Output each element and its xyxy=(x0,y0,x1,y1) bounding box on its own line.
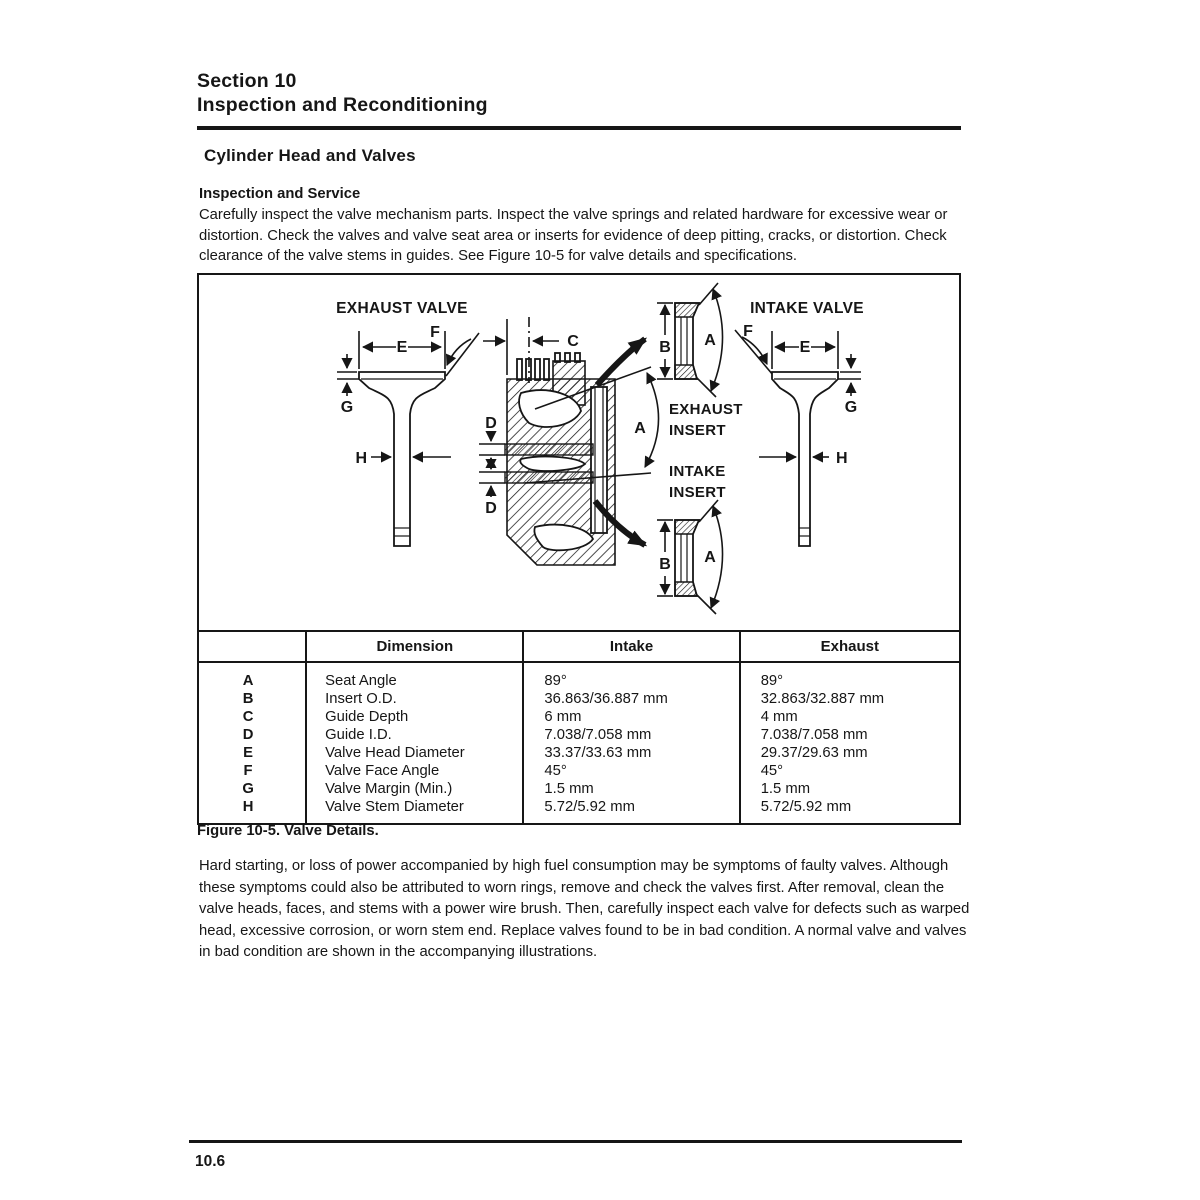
header-dimension: Dimension xyxy=(306,631,523,662)
dim-label-C: C xyxy=(567,333,579,350)
table-row xyxy=(199,798,959,823)
intake-valve-drawing xyxy=(735,300,864,546)
table-row xyxy=(199,744,959,762)
row-intake: 89° xyxy=(523,662,739,690)
row-key: H xyxy=(199,798,306,823)
dim-label-G: G xyxy=(844,399,858,416)
dimension-table xyxy=(199,630,959,823)
table-row xyxy=(199,708,959,726)
exhaust-valve-title: EXHAUST VALVE xyxy=(336,300,468,317)
row-key: A xyxy=(199,662,306,690)
table-row xyxy=(199,690,959,708)
intake-valve-title: INTAKE VALVE xyxy=(750,300,864,317)
page-number: 10.6 xyxy=(195,1153,226,1170)
dim-label-A: A xyxy=(704,549,716,566)
dim-label-D: D xyxy=(485,500,497,517)
body-paragraph: Hard starting, or loss of power accompanied by high fuel consumption may be symptoms of faulty valves. Although these symptoms could also be attributed to worn rings, remove and check the valves first. After removal, clean the valve heads, faces, and stems with a power wire brush. Then, carefully inspect each valve for defects such as warped head, excessive corrosion, or worn stem end. Replace valves found to be in bad condition. A normal valve and valves in bad condition are shown in the accompanying illustrations. xyxy=(199,858,970,961)
row-exhaust: 45° xyxy=(760,763,784,779)
table-row xyxy=(199,662,959,690)
header-letter-blank xyxy=(199,631,306,662)
row-intake: 33.37/33.63 mm xyxy=(523,744,739,762)
cylinder-head-section xyxy=(479,317,659,565)
intake-insert-label: INTAKE xyxy=(669,463,726,480)
exhaust-insert-label: EXHAUST xyxy=(669,401,743,418)
dim-label-F: F xyxy=(743,323,753,340)
row-exhaust: 29.37/29.63 mm xyxy=(760,745,868,761)
row-intake: 1.5 mm xyxy=(523,780,739,798)
row-key: E xyxy=(199,744,306,762)
section-divider-rule xyxy=(197,126,961,130)
row-intake: 36.863/36.887 mm xyxy=(523,690,739,708)
intake-insert-drawing xyxy=(657,500,723,614)
dim-label-H: H xyxy=(355,450,367,467)
dim-label-H: H xyxy=(836,450,848,467)
section-title xyxy=(197,69,488,117)
row-dimension: Insert O.D. xyxy=(306,690,523,708)
row-dimension: Guide I.D. xyxy=(306,726,523,744)
dim-label-A: A xyxy=(704,332,716,349)
row-exhaust: 89° xyxy=(760,673,784,689)
row-exhaust: 7.038/7.058 mm xyxy=(760,727,868,743)
article-title: Cylinder Head and Valves xyxy=(204,146,416,165)
row-exhaust: 32.863/32.887 mm xyxy=(760,691,885,707)
row-exhaust: 4 mm xyxy=(760,709,798,725)
figure-box xyxy=(197,273,961,825)
row-dimension: Guide Depth xyxy=(306,708,523,726)
row-key: C xyxy=(199,708,306,726)
footer-rule xyxy=(189,1140,962,1143)
exhaust-valve-drawing xyxy=(336,300,479,546)
header-intake: Intake xyxy=(523,631,739,662)
valve-diagram xyxy=(199,275,959,630)
row-intake: 45° xyxy=(523,762,739,780)
row-intake: 5.72/5.92 mm xyxy=(523,798,739,823)
row-dimension: Valve Head Diameter xyxy=(306,744,523,762)
intake-insert-label: INSERT xyxy=(669,484,726,501)
row-dimension: Valve Margin (Min.) xyxy=(306,780,523,798)
row-intake: 6 mm xyxy=(523,708,739,726)
table-row xyxy=(199,780,959,798)
row-exhaust: 1.5 mm xyxy=(760,781,811,797)
row-key: G xyxy=(199,780,306,798)
figure-caption: Figure 10-5. Valve Details. xyxy=(197,823,379,839)
header-exhaust: Exhaust xyxy=(820,638,880,655)
section-title-line1: Section 10 xyxy=(197,70,297,92)
dim-label-D: D xyxy=(485,415,497,432)
row-intake: 7.038/7.058 mm xyxy=(523,726,739,744)
table-header-row xyxy=(199,631,959,662)
dim-label-B: B xyxy=(659,556,671,573)
intro-paragraph: Carefully inspect the valve mechanism parts. Inspect the valve springs and related hardware for excessive wear or distortion. Check the valves and valve seat area or inserts for evidence of deep pitting, cracks, or distortion. Check clearance of the valve stems in guides. See Figure 10-5 for valve details and specifications. xyxy=(199,207,948,264)
row-key: D xyxy=(199,726,306,744)
row-dimension: Valve Stem Diameter xyxy=(306,798,523,823)
table-row xyxy=(199,762,959,780)
dim-label-G: G xyxy=(340,399,354,416)
row-key: F xyxy=(199,762,306,780)
table-row xyxy=(199,726,959,744)
dim-label-B: B xyxy=(659,339,671,356)
row-key: B xyxy=(199,690,306,708)
valve-diagram-svg xyxy=(199,275,958,630)
subsection-heading: Inspection and Service xyxy=(199,186,361,202)
dim-label-F: F xyxy=(430,324,440,341)
exhaust-insert-label: INSERT xyxy=(669,422,726,439)
row-dimension: Seat Angle xyxy=(306,662,523,690)
dim-label-A: A xyxy=(634,420,646,437)
dim-label-E: E xyxy=(799,339,811,356)
section-title-line2: Inspection and Reconditioning xyxy=(197,94,488,116)
row-dimension: Valve Face Angle xyxy=(306,762,523,780)
exhaust-insert-drawing xyxy=(657,283,723,397)
row-exhaust: 5.72/5.92 mm xyxy=(760,799,852,815)
dim-label-E: E xyxy=(396,339,408,356)
